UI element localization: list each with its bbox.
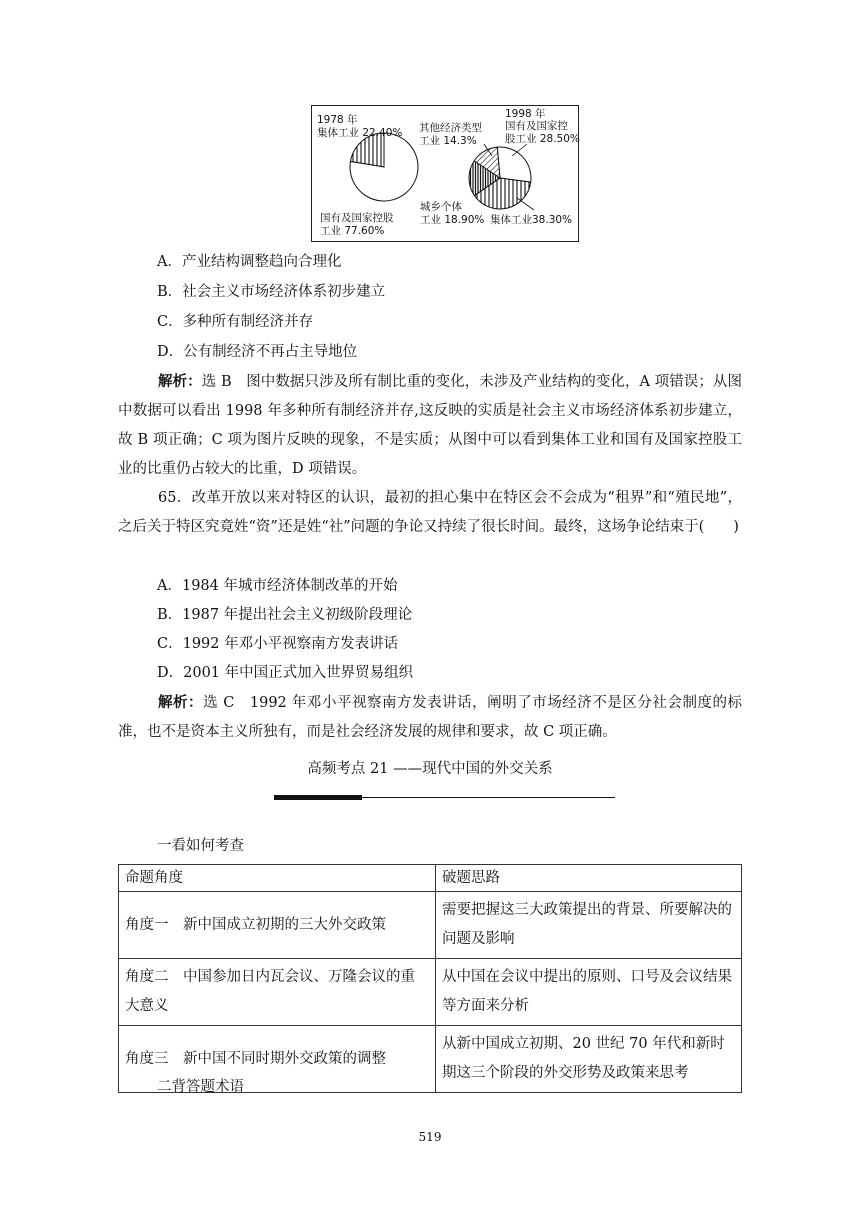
q65-option-c: C．1992 年邓小平视察南方发表讲话 <box>157 636 399 652</box>
q65-option-d: D．2001 年中国正式加入世界贸易组织 <box>157 665 414 681</box>
heading-underline-thick <box>274 795 362 800</box>
q64-option-d: D．公有制经济不再占主导地位 <box>157 344 358 360</box>
label-1998-collective: 集体工业38.30% <box>490 214 573 226</box>
pie-1998 <box>469 147 531 209</box>
q64-option-a: A．产业结构调整趋向合理化 <box>157 254 342 270</box>
analysis-text: 选 B 图中数据只涉及所有制比重的变化，未涉及产业结构的变化，A 项错误；从图中数据可以看出 1998 年多种所有制经济并存,这反映的实质是社会主义市场经济体系初步建立，故 B 项正确；C 项为图片反映的现象，不是实质；从图中可以看到集体工业和国有及国家控股工业的比重仍占较大的比重，D 项错误。 <box>118 374 743 477</box>
table-cell: 角度三 新中国不同时期外交政策的调整 <box>119 1026 436 1093</box>
q65-option-b: B．1987 年提出社会主义初级阶段理论 <box>157 607 413 623</box>
analysis-text: 选 C 1992 年邓小平视察南方发表讲话，阐明了市场经济不是区分社会制度的标准，也不是资本主义所独有，而是社会经济发展的规律和要求，故 C 项正确。 <box>118 695 743 740</box>
q64-option-c: C．多种所有制经济并存 <box>157 314 314 330</box>
q64-option-b: B．社会主义市场经济体系初步建立 <box>157 284 386 300</box>
leader-line-1998-collective <box>517 198 534 210</box>
section-heading: 高频考点 21 ——现代中国的外交关系 <box>307 761 553 777</box>
table-cell: 角度一 新中国成立初期的三大外交政策 <box>119 892 436 959</box>
label-1998-town-line1: 城乡个体 <box>420 201 462 213</box>
q64-analysis <box>118 367 742 484</box>
heading-underline-thin <box>362 797 615 798</box>
page-number: 519 <box>418 1130 442 1144</box>
table-cell: 从新中国成立初期、20 世纪 70 年代和新时期这三个阶段的外交形势及政策来思考 <box>436 1026 742 1093</box>
label-1998-other-line1: 其他经济类型 <box>419 122 482 134</box>
pie-slice-pie-1998-0 <box>497 147 531 182</box>
table-header-row <box>119 865 742 892</box>
subheading-how-tested: 一看如何考查 <box>157 838 244 854</box>
q65-stem: 65．改革开放以来对特区的认识，最初的担心集中在特区会不会成为“租界”和“殖民地”，之后关于特区究竟姓“资”还是姓“社”问题的争论又持续了很长时间。最终，这场争论结束于( ) <box>118 490 742 535</box>
label-1978-state-line2: 工业 77.60% <box>320 225 385 237</box>
analysis-label: 解析： <box>158 373 202 390</box>
pie-1978 <box>350 133 418 201</box>
q65-option-a: A．1984 年城市经济体制改革的开始 <box>157 578 398 594</box>
table-header-cell: 命题角度 <box>119 865 436 892</box>
table-cell: 需要把握这三大政策提出的背景、所要解决的问题及影响 <box>436 892 742 959</box>
label-1978-state-line1: 国有及国家控股 <box>320 212 394 224</box>
pie-chart-figure <box>311 105 579 242</box>
label-1998-town-line2: 工业 18.90% <box>420 214 485 226</box>
label-1978-collective: 集体工业 22.40% <box>317 127 403 139</box>
label-1998-state-line1: 国有及国家控 <box>505 120 568 132</box>
table-cell: 从中国在会议中提出的原则、口号及会议结果等方面来分析 <box>436 959 742 1026</box>
table-header-cell: 破题思路 <box>436 865 742 892</box>
table-row <box>119 959 742 1026</box>
table-cell: 角度二 中国参加日内瓦会议、万隆会议的重大意义 <box>119 959 436 1026</box>
label-1998-other-line2: 工业 14.3% <box>419 135 477 147</box>
q65-analysis <box>118 688 742 747</box>
table-row <box>119 892 742 959</box>
label-1978-year: 1978 年 <box>317 114 358 126</box>
angle-table <box>118 864 742 1093</box>
analysis-label: 解析： <box>158 694 204 711</box>
label-1998-year: 1998 年 <box>505 108 546 120</box>
label-1998-state-line2: 股工业 28.50% <box>505 133 580 145</box>
subheading-answer-terms: 二背答题术语 <box>157 1079 244 1095</box>
